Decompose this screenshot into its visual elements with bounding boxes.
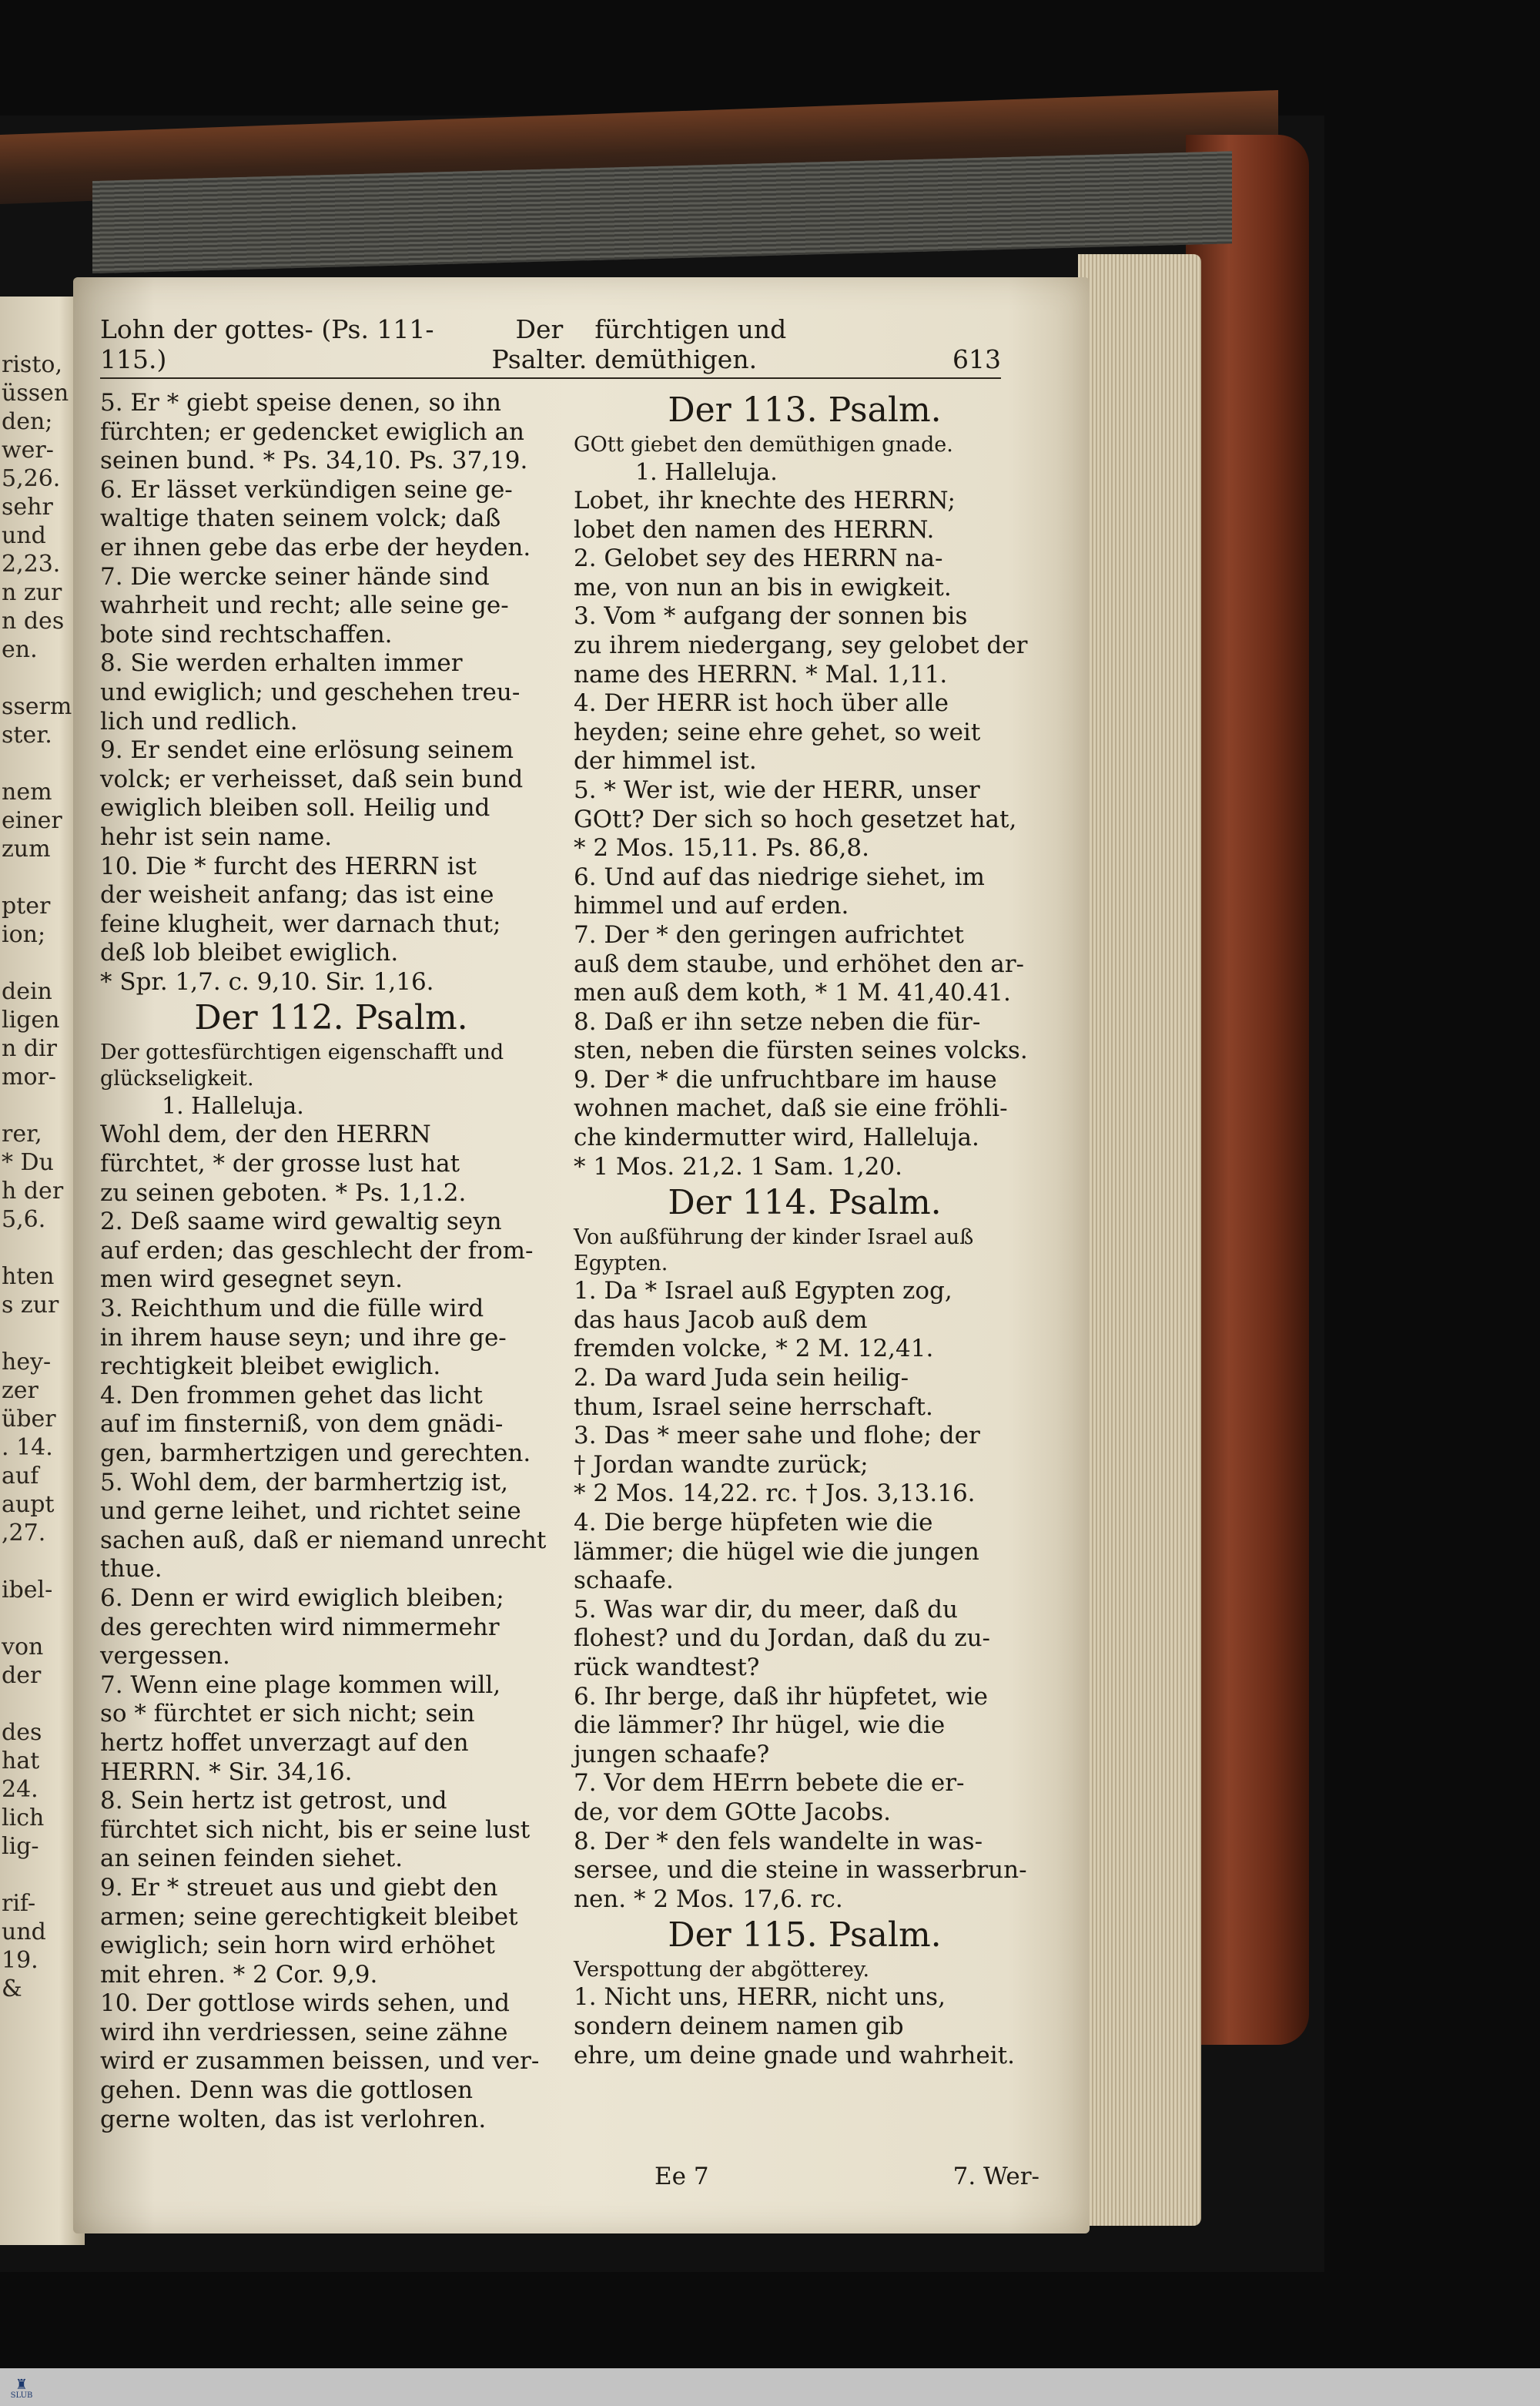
text-line: 7. Wenn eine plage kommen will, — [100, 1670, 501, 1699]
text-line: 7. Der * den geringen aufrichtet — [574, 920, 964, 949]
text-line: † Jordan wandte zurück; — [574, 1450, 869, 1479]
text-line: 6. Und auf das niedrige siehet, im — [574, 863, 985, 891]
text-line: der himmel ist. — [574, 747, 757, 776]
text-line: flohest? und du Jordan, daß du zu- — [574, 1624, 991, 1653]
text-line: fremden volcke, * 2 M. 12,41. — [574, 1335, 934, 1363]
library-logo — [5, 2378, 38, 2401]
text-line: zu ihrem niedergang, sey gelobet der — [574, 631, 1028, 659]
text-line: auf erden; das geschlecht der from- — [100, 1236, 534, 1265]
psalm-114-subtitle: Von außführung der kinder Israel auß Egypten. — [574, 1225, 974, 1276]
text-line: * 1 Mos. 21,2. 1 Sam. 1,20. — [574, 1152, 902, 1181]
text-line: de, vor dem GOtte Jacobs. — [574, 1798, 892, 1826]
right-text-column — [574, 389, 1036, 2070]
text-line: feine klugheit, wer darnach thut; — [100, 910, 501, 938]
left-text-column — [100, 389, 562, 2134]
text-line: 3. Das * meer sahe und flohe; der — [574, 1422, 980, 1450]
psalm-113-title: Der 113. Psalm. — [668, 390, 942, 430]
page-block-side-edge — [1078, 254, 1201, 2226]
psalm-114-verses — [574, 1277, 1036, 1914]
text-line: gen, barmhertzigen und gerechten. — [100, 1439, 531, 1467]
text-line: 9. Der * die unfruchtbare im hause — [574, 1065, 997, 1094]
psalm-112-title: Der 112. Psalm. — [194, 998, 468, 1038]
text-line: so * fürchtet er sich nicht; sein — [100, 1700, 475, 1728]
text-line: nen. * 2 Mos. 17,6. rc. — [574, 1885, 843, 1913]
text-line: 10. Der gottlose wirds sehen, und — [100, 1989, 511, 2018]
text-line: er ihnen gebe das erbe der heyden. — [100, 533, 531, 561]
text-line: che kindermutter wird, Halleluja. — [574, 1124, 979, 1152]
library-logo-text: SLUB — [10, 2391, 33, 2400]
text-line: 7. Die wercke seiner hände sind — [100, 562, 490, 591]
text-line: thum, Israel seine herrschaft. — [574, 1392, 933, 1421]
text-line: schaafe. — [574, 1567, 674, 1595]
left-page — [0, 297, 85, 2245]
text-line: jungen schaafe? — [574, 1740, 770, 1768]
text-line: 1. Nicht uns, HERR, nicht uns, — [574, 1983, 946, 2012]
text-line: auß dem staube, und erhöhet den ar- — [574, 950, 1024, 978]
text-line: 5. * Wer ist, wie der HERR, unser — [574, 776, 980, 804]
text-line: 4. Die berge hüpfeten wie die — [574, 1509, 933, 1536]
library-logo-icon: ♜ — [15, 2377, 28, 2393]
text-line: 9. Er * streuet aus und giebt den — [100, 1873, 498, 1902]
text-line: men wird gesegnet seyn. — [100, 1265, 403, 1294]
text-line: auf im finsterniß, von dem gnädi- — [100, 1410, 504, 1439]
text-line: * 2 Mos. 15,11. Ps. 86,8. — [574, 834, 869, 863]
text-line: fürchtet sich nicht, bis er seine lust — [100, 1815, 531, 1844]
running-head-center: Der Psalter. — [491, 314, 588, 374]
text-line: waltige thaten seinem volck; daß — [100, 504, 501, 533]
text-line: HERRN. * Sir. 34,16. — [100, 1758, 353, 1786]
psalm-112-subtitle: Der gottesfürchtigen eigenschafft und glückseligkeit. — [100, 1040, 504, 1091]
text-line: das haus Jacob auß dem — [574, 1305, 868, 1334]
text-line: 1. Da * Israel auß Egypten zog, — [574, 1277, 952, 1305]
text-line: rück wandtest? — [574, 1653, 760, 1681]
viewer-bottom-bar — [0, 2368, 1540, 2406]
page-number: 613 — [952, 344, 1001, 374]
text-line: hehr ist sein name. — [100, 823, 333, 851]
text-line: der weisheit anfang; das ist eine — [100, 881, 494, 910]
text-line: sersee, und die steine in wasserbrun- — [574, 1856, 1027, 1885]
text-line: 8. Daß er ihn setze neben die für- — [574, 1007, 981, 1036]
text-line: * 2 Mos. 14,22. rc. † Jos. 3,13.16. — [574, 1479, 976, 1508]
book-cover-fore-edge — [1186, 135, 1309, 2045]
text-line: und gerne leihet, und richtet seine — [100, 1497, 521, 1526]
text-line: 5. Was war dir, du meer, daß du — [574, 1595, 958, 1624]
text-line: 4. Den frommen gehet das licht — [100, 1381, 483, 1409]
text-line: 6. Ihr berge, daß ihr hüpfetet, wie — [574, 1682, 989, 1711]
psalm-114-title: Der 114. Psalm. — [668, 1183, 942, 1223]
text-line: men auß dem koth, * 1 M. 41,40.41. — [574, 979, 1011, 1007]
text-line: * Spr. 1,7. c. 9,10. Sir. 1,16. — [100, 967, 434, 996]
text-line: 8. Sein hertz ist getrost, und — [100, 1787, 447, 1815]
psalm-115-verses — [574, 1983, 1036, 2070]
text-line: Wohl dem, der den HERRN — [100, 1121, 431, 1149]
psalm-115-title: Der 115. Psalm. — [668, 1915, 942, 1955]
text-line: in ihrem hause seyn; und ihre ge- — [100, 1323, 507, 1352]
text-line: sondern deinem namen gib — [574, 2012, 904, 2040]
text-line: lich und redlich. — [100, 707, 298, 736]
text-line: deß lob bleibet ewiglich. — [100, 939, 399, 967]
running-head-left: Lohn der gottes- (Ps. 111-115.) — [100, 314, 434, 374]
text-line: an seinen feinden siehet. — [100, 1845, 403, 1873]
text-line: GOtt? Der sich so hoch gesetzet hat, — [574, 805, 1017, 833]
text-line: die lämmer? Ihr hügel, wie die — [574, 1711, 946, 1740]
signature-mark: Ee 7 — [654, 2163, 709, 2190]
text-line: ehre, um deine gnade und wahrheit. — [574, 2041, 1015, 2069]
text-line: 9. Er sendet eine erlösung seinem — [100, 736, 514, 765]
psalm-113-subtitle: GOtt giebet den demüthigen gnade. — [574, 433, 953, 457]
text-line: seinen bund. * Ps. 34,10. Ps. 37,19. — [100, 447, 528, 475]
running-head-right: fürchtigen und demüthigen. — [594, 314, 787, 374]
page-footer — [585, 2163, 1040, 2190]
catchword: 7. Wer- — [952, 2163, 1040, 2190]
text-line: 2. Deß saame wird gewaltig seyn — [100, 1208, 502, 1236]
text-line: wahrheit und recht; alle seine ge- — [100, 591, 509, 620]
text-line: wohnen machet, daß sie eine fröhli- — [574, 1094, 1008, 1123]
text-line: fürchtet, * der grosse lust hat — [100, 1150, 460, 1178]
text-line: 3. Reichthum und die fülle wird — [100, 1295, 484, 1323]
text-line: 4. Der HERR ist hoch über alle — [574, 689, 949, 718]
text-line: me, von nun an bis in ewigkeit. — [574, 573, 952, 602]
text-line: des gerechten wird nimmermehr — [100, 1613, 500, 1641]
text-line: wird er zusammen beissen, und ver- — [100, 2047, 540, 2076]
text-line: 2. Da ward Juda sein heilig- — [574, 1364, 909, 1392]
text-line: bote sind rechtschaffen. — [100, 620, 393, 648]
text-line: mit ehren. * 2 Cor. 9,9. — [100, 1960, 378, 1989]
text-line: 10. Die * furcht des HERRN ist — [100, 852, 477, 880]
psalm-112-verses — [100, 1121, 562, 2134]
text-line: himmel und auf erden. — [574, 892, 849, 920]
text-line: 5. Er * giebt speise denen, so ihn — [100, 389, 501, 417]
text-line: fürchten; er gedencket ewiglich an — [100, 417, 524, 446]
text-line: ewiglich; sein horn wird erhöhet — [100, 1932, 495, 1960]
psalm-113-hallelujah: 1. Halleluja. — [635, 459, 778, 486]
text-line: heyden; seine ehre gehet, so weit — [574, 718, 981, 746]
text-line: 6. Denn er wird ewiglich bleiben; — [100, 1583, 504, 1612]
text-line: vergessen. — [100, 1642, 230, 1670]
psalm-113-verses — [574, 487, 1036, 1181]
text-line: 2. Gelobet sey des HERRN na- — [574, 545, 943, 573]
text-line: volck; er verheisset, daß sein bund — [100, 765, 524, 793]
text-line: thue. — [100, 1555, 162, 1583]
text-line: zu seinen geboten. * Ps. 1,1.2. — [100, 1178, 467, 1207]
text-line: 6. Er lässet verkündigen seine ge- — [100, 475, 513, 504]
text-line: Lobet, ihr knechte des HERRN; — [574, 487, 956, 514]
text-line: 3. Vom * aufgang der sonnen bis — [574, 602, 968, 631]
text-line: gehen. Denn was die gottlosen — [100, 2076, 474, 2105]
text-line: 7. Vor dem HErrn bebete die er- — [574, 1769, 965, 1798]
text-line: name des HERRN. * Mal. 1,11. — [574, 660, 948, 689]
text-line: hertz hoffet unverzagt auf den — [100, 1728, 469, 1757]
text-line: lobet den namen des HERRN. — [574, 515, 935, 544]
text-line: wird ihn verdriessen, seine zähne — [100, 2018, 508, 2046]
text-line: 8. Sie werden erhalten immer — [100, 649, 463, 678]
text-line: sachen auß, daß er niemand unrecht — [100, 1526, 547, 1554]
text-line: 8. Der * den fels wandelte in was- — [574, 1827, 983, 1855]
text-line: sten, neben die fürsten seines volcks. — [574, 1037, 1028, 1065]
psalm-112-hallelujah: 1. Halleluja. — [162, 1093, 304, 1121]
text-line: und ewiglich; und geschehen treu- — [100, 678, 521, 706]
psalm-111-verses — [100, 389, 562, 997]
text-line: 5. Wohl dem, der barmhertzig ist, — [100, 1468, 508, 1496]
left-page-text-fragment: risto, üssen den; wer- 5,26. sehr und 2,23. n zur n des en. sserm ster. nem einer zum pter ion; dein ligen n dir mor- rer, * Du h der 5,6. hten s zur hey- zer über . 14. auf aupt ,27. ibel- von der des hat 24. lich lig- rif- und 19. & — [2, 351, 72, 2002]
text-line: gerne wolten, das ist verlohren. — [100, 2105, 487, 2133]
text-line: lämmer; die hügel wie die jungen — [574, 1537, 979, 1566]
text-line: rechtigkeit bleibet ewiglich. — [100, 1352, 441, 1381]
text-line: armen; seine gerechtigkeit bleibet — [100, 1902, 518, 1931]
psalm-115-subtitle: Verspottung der abgötterey. — [574, 1958, 870, 1982]
text-line: ewiglich bleiben soll. Heilig und — [100, 794, 490, 823]
running-head — [100, 314, 1001, 379]
